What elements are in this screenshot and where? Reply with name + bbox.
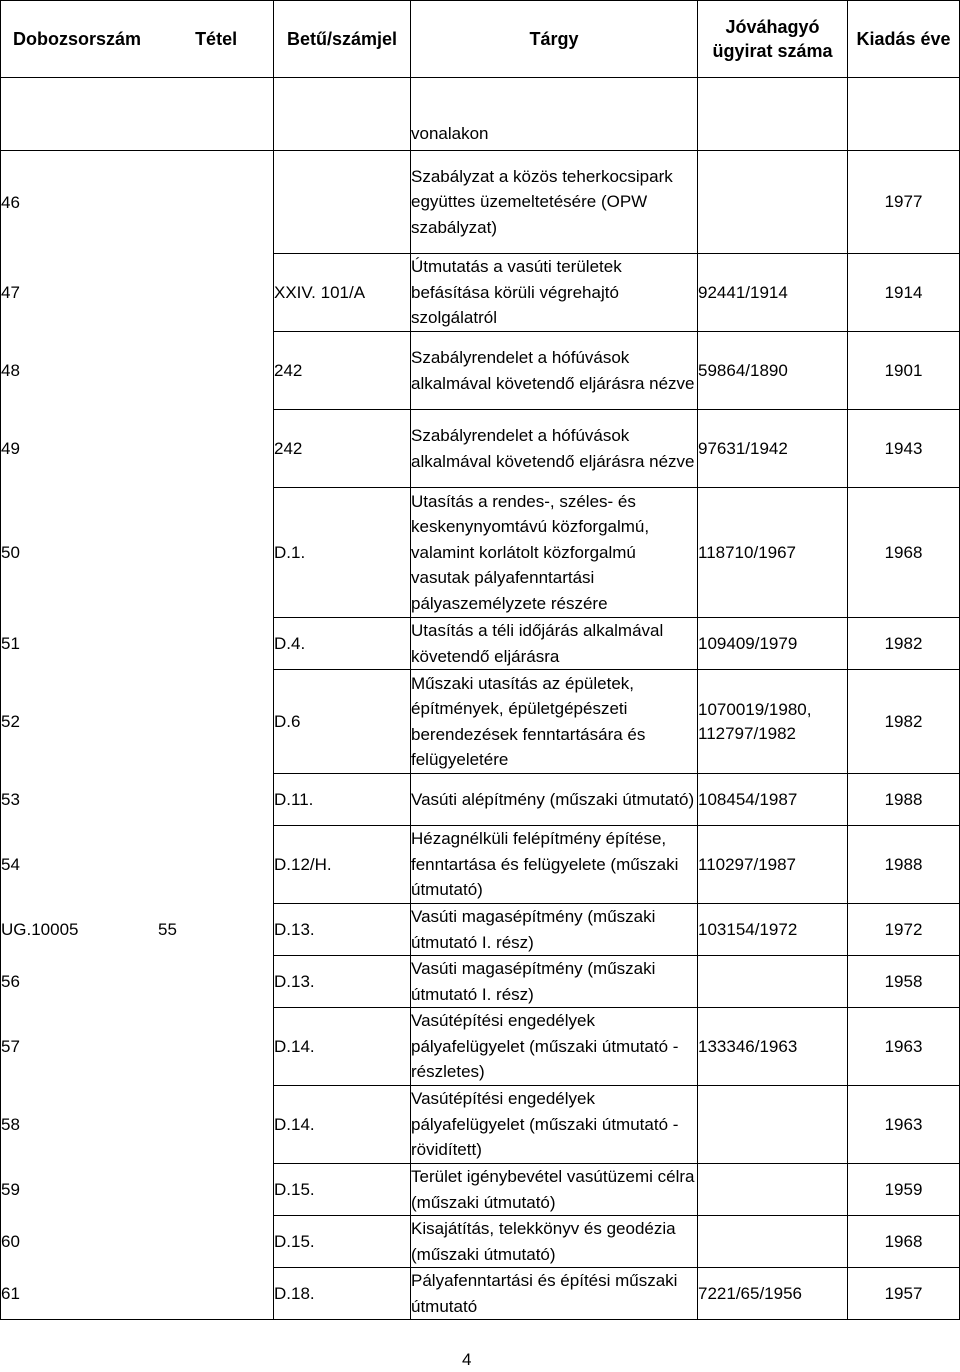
item-number: 51 bbox=[1, 618, 274, 670]
letter-number: D.4. bbox=[274, 618, 411, 670]
letter-number: D.18. bbox=[274, 1268, 411, 1320]
subject: Útmutatás a vasúti területek befásítása körüli végrehajtó szolgálatról bbox=[411, 254, 698, 332]
page-number: 4 bbox=[462, 1350, 472, 1369]
letter-number bbox=[274, 151, 411, 254]
letter-number: D.14. bbox=[274, 1008, 411, 1086]
letter-number: 242 bbox=[274, 410, 411, 488]
table-row bbox=[1, 1216, 960, 1268]
table-row bbox=[1, 826, 960, 904]
item-number: 54 bbox=[1, 826, 274, 904]
issue-year: 1958 bbox=[848, 956, 960, 1008]
box-item-cell bbox=[1, 904, 274, 956]
letter-number: D.14. bbox=[274, 1086, 411, 1164]
letter-number: D.15. bbox=[274, 1164, 411, 1216]
issue-year: 1968 bbox=[848, 488, 960, 618]
item-number: 50 bbox=[1, 488, 274, 618]
item-number: 55 bbox=[158, 919, 177, 939]
approval-file: 133346/1963 bbox=[698, 1008, 848, 1086]
item-number: 59 bbox=[1, 1164, 274, 1216]
item-number: 57 bbox=[1, 1008, 274, 1086]
table-row bbox=[1, 151, 960, 254]
table-row bbox=[1, 670, 960, 774]
cell-empty bbox=[274, 78, 411, 151]
subject: Vasútépítési engedélyek pályafelügyelet (műszaki útmutató -részletes) bbox=[411, 1008, 698, 1086]
item-number: 48 bbox=[1, 332, 274, 410]
issue-year: 1959 bbox=[848, 1164, 960, 1216]
letter-number: D.13. bbox=[274, 956, 411, 1008]
issue-year: 1963 bbox=[848, 1008, 960, 1086]
approval-file bbox=[698, 956, 848, 1008]
letter-number: D.6 bbox=[274, 670, 411, 774]
subject: Vasúti alépítmény (műszaki útmutató) bbox=[411, 774, 698, 826]
header-subject: Tárgy bbox=[411, 1, 698, 78]
continued-subject: vonalakon bbox=[411, 78, 698, 151]
item-number: 49 bbox=[1, 410, 274, 488]
item-number: 52 bbox=[1, 670, 274, 774]
subject: Terület igénybevétel vasútüzemi célra (műszaki útmutató) bbox=[411, 1164, 698, 1216]
cell-empty bbox=[848, 78, 960, 151]
subject: Műszaki utasítás az épületek, építmények, épületgépészeti berendezések fenntartására és felügyeletére bbox=[411, 670, 698, 774]
table-row bbox=[1, 332, 960, 410]
table-row bbox=[1, 956, 960, 1008]
approval-file: 59864/1890 bbox=[698, 332, 848, 410]
letter-number: D.11. bbox=[274, 774, 411, 826]
table-row bbox=[1, 410, 960, 488]
table-row bbox=[1, 1164, 960, 1216]
header-item: Tétel bbox=[195, 29, 238, 49]
issue-year: 1972 bbox=[848, 904, 960, 956]
issue-year: 1982 bbox=[848, 618, 960, 670]
issue-year: 1963 bbox=[848, 1086, 960, 1164]
approval-file: 109409/1979 bbox=[698, 618, 848, 670]
table-row bbox=[1, 488, 960, 618]
item-number: 53 bbox=[1, 774, 274, 826]
issue-year: 1988 bbox=[848, 826, 960, 904]
subject: Vasúti magasépítmény (műszaki útmutató I. rész) bbox=[411, 956, 698, 1008]
approval-file bbox=[698, 151, 848, 254]
subject: Szabályzat a közös teherkocsipark együttes üzemeltetésére (OPW szabályzat) bbox=[411, 151, 698, 254]
subject: Hézagnélküli felépítmény építése, fenntartása és felügyelete (műszaki útmutató) bbox=[411, 826, 698, 904]
issue-year: 1943 bbox=[848, 410, 960, 488]
issue-year: 1977 bbox=[848, 151, 960, 254]
issue-year: 1982 bbox=[848, 670, 960, 774]
issue-year: 1914 bbox=[848, 254, 960, 332]
table-row bbox=[1, 254, 960, 332]
subject: Szabályrendelet a hófúvások alkalmával követendő eljárásra nézve bbox=[411, 410, 698, 488]
approval-file: 7221/65/1956 bbox=[698, 1268, 848, 1320]
cell-empty bbox=[698, 78, 848, 151]
header-letter-number: Betű/számjel bbox=[274, 1, 411, 78]
approval-file bbox=[698, 1164, 848, 1216]
table-row bbox=[1, 1086, 960, 1164]
approval-file: 110297/1987 bbox=[698, 826, 848, 904]
table-row bbox=[1, 904, 960, 956]
letter-number: D.1. bbox=[274, 488, 411, 618]
approval-file: 1070019/1980, 112797/1982 bbox=[698, 670, 848, 774]
subject: Vasúti magasépítmény (műszaki útmutató I. rész) bbox=[411, 904, 698, 956]
table-row bbox=[1, 1008, 960, 1086]
subject: Szabályrendelet a hófúvások alkalmával követendő eljárásra nézve bbox=[411, 332, 698, 410]
letter-number: D.13. bbox=[274, 904, 411, 956]
issue-year: 1957 bbox=[848, 1268, 960, 1320]
approval-file: 108454/1987 bbox=[698, 774, 848, 826]
issue-year: 1901 bbox=[848, 332, 960, 410]
subject: Pályafenntartási és építési műszaki útmutató bbox=[411, 1268, 698, 1320]
header-box-number: Dobozsorszám bbox=[13, 29, 142, 49]
subject: Utasítás a téli időjárás alkalmával követendő eljárásra bbox=[411, 618, 698, 670]
table-row bbox=[1, 774, 960, 826]
table-row-continued bbox=[1, 78, 960, 151]
issue-year: 1988 bbox=[848, 774, 960, 826]
subject: Vasútépítési engedélyek pályafelügyelet (műszaki útmutató - rövidített) bbox=[411, 1086, 698, 1164]
header-box-item bbox=[1, 1, 274, 78]
item-number: 58 bbox=[1, 1086, 274, 1164]
approval-file: 118710/1967 bbox=[698, 488, 848, 618]
header-issue-year: Kiadás éve bbox=[848, 1, 960, 78]
item-number: 61 bbox=[1, 1268, 274, 1320]
approval-file bbox=[698, 1216, 848, 1268]
subject: Utasítás a rendes-, széles- és keskenynyomtávú közforgalmú, valamint korlátolt közforgalmú vasutak pályafenntartási pályaszemélyzete részére bbox=[411, 488, 698, 618]
letter-number: 242 bbox=[274, 332, 411, 410]
issue-year: 1968 bbox=[848, 1216, 960, 1268]
approval-file: 103154/1972 bbox=[698, 904, 848, 956]
table-row bbox=[1, 1268, 960, 1320]
header-approval-file: Jóváhagyó ügyirat száma bbox=[698, 1, 848, 78]
box-label: UG.10005 bbox=[1, 919, 79, 939]
item-number: 46 bbox=[1, 151, 274, 254]
subject: Kisajátítás, telekkönyv és geodézia (műszaki útmutató) bbox=[411, 1216, 698, 1268]
item-number: 60 bbox=[1, 1216, 274, 1268]
letter-number: XXIV. 101/A bbox=[274, 254, 411, 332]
letter-number: D.15. bbox=[274, 1216, 411, 1268]
approval-file: 92441/1914 bbox=[698, 254, 848, 332]
item-number: 56 bbox=[1, 956, 274, 1008]
approval-file: 97631/1942 bbox=[698, 410, 848, 488]
letter-number: D.12/H. bbox=[274, 826, 411, 904]
approval-file bbox=[698, 1086, 848, 1164]
cell-empty bbox=[1, 78, 274, 151]
item-number: 47 bbox=[1, 254, 274, 332]
table-row bbox=[1, 618, 960, 670]
